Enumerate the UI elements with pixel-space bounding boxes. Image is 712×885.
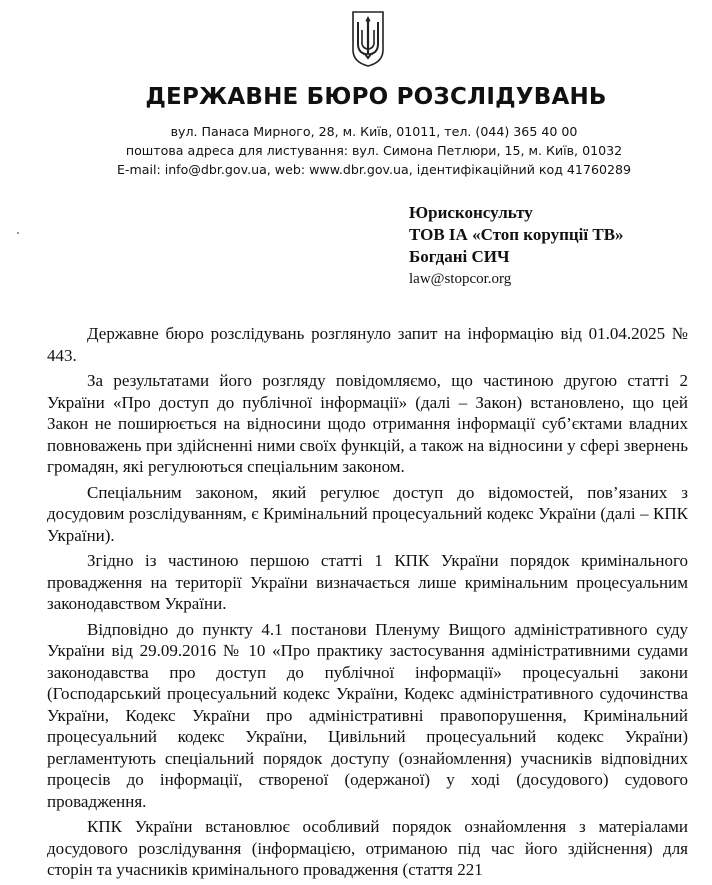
margin-dot (17, 232, 19, 234)
body-paragraph: Державне бюро розслідувань розглянуло запит на інформацію від 01.04.2025 № 443. (47, 324, 688, 365)
recipient-position: Юрисконсульту (409, 203, 533, 222)
body-paragraph: КПК України встановлює особливий порядок ознайомлення з матеріалами досудового розслідування (інформацією, отриманою під час його здійснення) для сторін та учасників кримінального провадження (стаття 221 (47, 817, 688, 879)
body-paragraph: За результатами його розгляду повідомляємо, що частиною другою статті 2 України «Про доступ до публічної інформації» (далі – Закон) встановлено, що цей Закон не поширюється на відносини щодо отримання інформації суб’єктами владних повноважень при здійсненні ними своїх функцій, а також на відносини у сфері звернень громадян, які регулюються спеціальним законом. (47, 371, 688, 476)
body-paragraph: Відповідно до пункту 4.1 постанови Пленуму Вищого адміністративного суду України від 29.09.2016 № 10 «Про практику застосування адміністративними судами законодавства про доступ до публічної інформації» процесуальні закони (Господарський процесуальний кодекс України, Кодекс адміністративного судочинства України, Кодекс України про адміністративні правопорушення, Кримінальний процесуальний кодекс України, Цивільний процесуальний кодекс України) регламентують спеціальний порядок доступу (ознайомлення) учасників відповідних процесів до інформації, створеної (одержаної) у ході (досудового) судового провадження. (47, 619, 688, 811)
body-paragraph: Згідно із частиною першою статті 1 КПК України порядок кримінального провадження на території України визначається лише кримінальним процесуальним законодавством України. (47, 551, 688, 613)
organization-title: ДЕРЖАВНЕ БЮРО РОЗСЛІДУВАНЬ (145, 84, 607, 110)
letter-body (47, 323, 688, 885)
recipient-name: Богдані СИЧ (409, 247, 510, 266)
address-line: вул. Панаса Мирного, 28, м. Київ, 01011, тел. (044) 365 40 00 (170, 124, 578, 139)
postal-address-line: поштова адреса для листування: вул. Симона Петлюри, 15, м. Київ, 01032 (125, 143, 623, 158)
recipient-email: law@stopcor.org (409, 271, 512, 287)
recipient-block (409, 202, 624, 290)
body-paragraph: Спеціальним законом, який регулює доступ до відомостей, пов’язаних з досудовим розслідуванням, є Кримінальний процесуальний кодекс України (далі – КПК України). (47, 482, 688, 545)
contact-line: E-mail: info@dbr.gov.ua, web: www.dbr.gov.ua, ідентифікаційний код 41760289 (116, 162, 632, 177)
letterhead-contacts (18, 122, 712, 179)
recipient-organization: ТОВ ІА «Стоп корупції ТВ» (409, 225, 624, 244)
coat-of-arms-trident-icon (351, 10, 385, 68)
